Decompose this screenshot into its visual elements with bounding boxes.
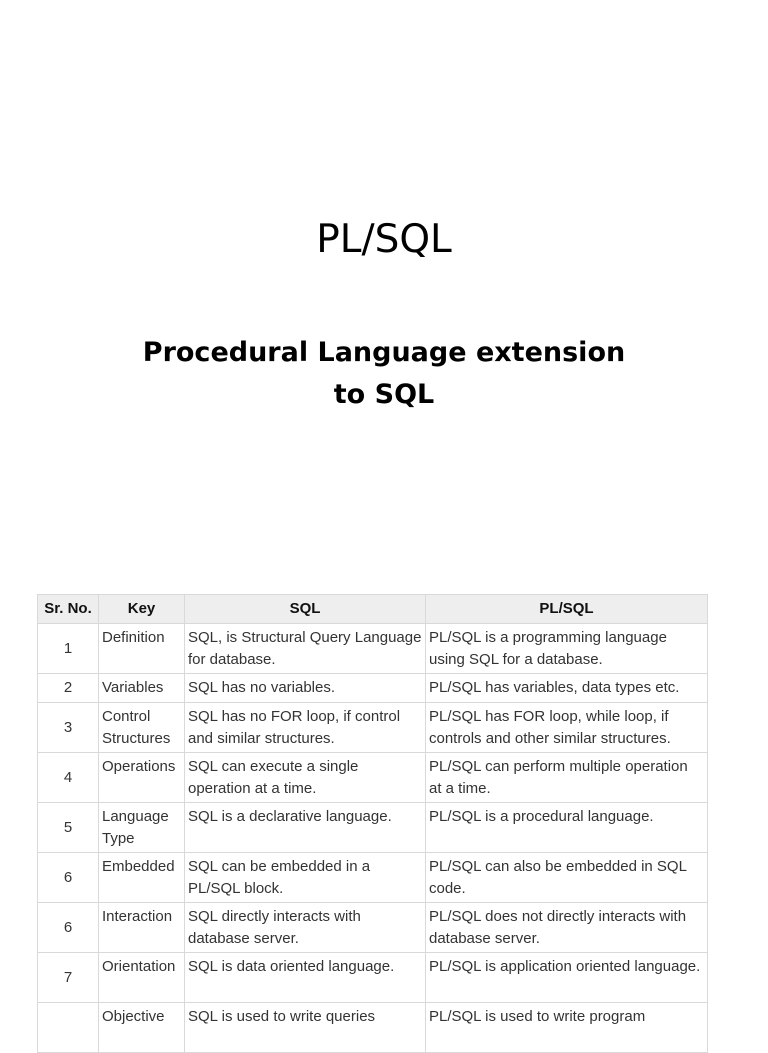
table-row bbox=[38, 953, 708, 1003]
cell-sr-no: 6 bbox=[38, 853, 99, 903]
header-sql: SQL bbox=[185, 595, 426, 624]
cell-sql: SQL can be embedded in a PL/SQL block. bbox=[185, 853, 426, 903]
header-sr-no: Sr. No. bbox=[38, 595, 99, 624]
subtitle-line-1: Procedural Language extension bbox=[142, 337, 626, 368]
subtitle-line-2: to SQL bbox=[333, 379, 435, 410]
cell-sr-no: 5 bbox=[38, 803, 99, 853]
cell-key: Operations bbox=[99, 753, 185, 803]
cell-sr-no: 2 bbox=[38, 674, 99, 703]
cell-key: Objective bbox=[99, 1003, 185, 1053]
cell-sr-no: 4 bbox=[38, 753, 99, 803]
cell-sr-no bbox=[38, 1003, 99, 1053]
table-row bbox=[38, 624, 708, 674]
cell-sql: SQL has no variables. bbox=[185, 674, 426, 703]
cell-plsql: PL/SQL is a programming language using SQL for a database. bbox=[426, 624, 708, 674]
table-row bbox=[38, 1003, 708, 1053]
cell-key: Interaction bbox=[99, 903, 185, 953]
header-plsql: PL/SQL bbox=[426, 595, 708, 624]
cell-plsql: PL/SQL can also be embedded in SQL code. bbox=[426, 853, 708, 903]
cell-key: Language Type bbox=[99, 803, 185, 853]
table-row bbox=[38, 903, 708, 953]
cell-plsql: PL/SQL has variables, data types etc. bbox=[426, 674, 708, 703]
cell-plsql: PL/SQL can perform multiple operation at a time. bbox=[426, 753, 708, 803]
cell-sr-no: 7 bbox=[38, 953, 99, 1003]
page-subtitle bbox=[0, 332, 768, 416]
cell-key: Control Structures bbox=[99, 703, 185, 753]
cell-key: Variables bbox=[99, 674, 185, 703]
table-row bbox=[38, 853, 708, 903]
cell-plsql: PL/SQL has FOR loop, while loop, if controls and other similar structures. bbox=[426, 703, 708, 753]
header-key: Key bbox=[99, 595, 185, 624]
cell-plsql: PL/SQL is used to write program bbox=[426, 1003, 708, 1053]
table-row bbox=[38, 703, 708, 753]
cell-sql: SQL directly interacts with database server. bbox=[185, 903, 426, 953]
table-row bbox=[38, 803, 708, 853]
cell-plsql: PL/SQL does not directly interacts with database server. bbox=[426, 903, 708, 953]
table-header-row bbox=[38, 595, 708, 624]
cell-plsql: PL/SQL is a procedural language. bbox=[426, 803, 708, 853]
cell-sql: SQL is a declarative language. bbox=[185, 803, 426, 853]
cell-sql: SQL is used to write queries bbox=[185, 1003, 426, 1053]
cell-sql: SQL has no FOR loop, if control and similar structures. bbox=[185, 703, 426, 753]
cell-sql: SQL, is Structural Query Language for database. bbox=[185, 624, 426, 674]
cell-sql: SQL is data oriented language. bbox=[185, 953, 426, 1003]
cell-key: Embedded bbox=[99, 853, 185, 903]
page-title: PL/SQL bbox=[316, 217, 452, 262]
cell-sql: SQL can execute a single operation at a time. bbox=[185, 753, 426, 803]
comparison-table bbox=[37, 594, 708, 1053]
cell-sr-no: 1 bbox=[38, 624, 99, 674]
cell-sr-no: 6 bbox=[38, 903, 99, 953]
cell-plsql: PL/SQL is application oriented language. bbox=[426, 953, 708, 1003]
cell-sr-no: 3 bbox=[38, 703, 99, 753]
table-row bbox=[38, 674, 708, 703]
table-row bbox=[38, 753, 708, 803]
cell-key: Orientation bbox=[99, 953, 185, 1003]
cell-key: Definition bbox=[99, 624, 185, 674]
